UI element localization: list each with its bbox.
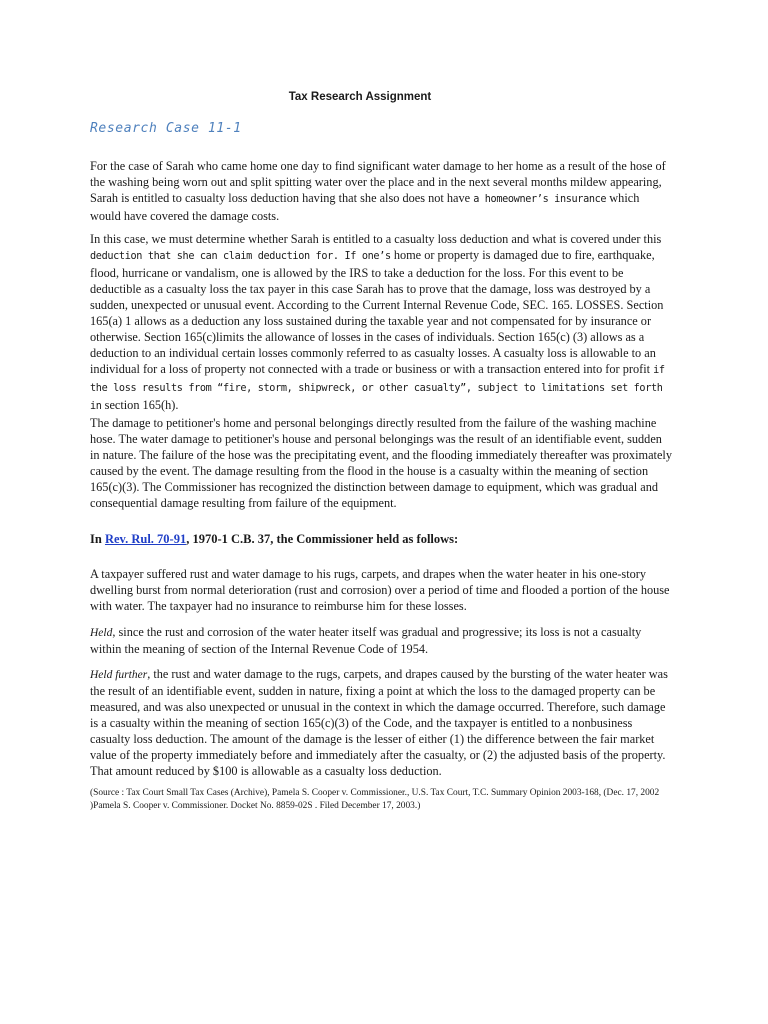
casualty-quote-phrase: if the loss results from “fire, storm, shipwreck, or other casualty”, subject to limitations set forth in <box>90 365 665 412</box>
analysis-text-end: section 165(h). <box>101 398 179 412</box>
held-further-label: Held further <box>90 669 148 681</box>
source-citation: (Source : Tax Court Small Tax Cases (Archive), Pamela S. Cooper v. Commissioner., U.S. Tax Court, T.C. Summary Opinion 2003-168, (Dec. 17, 2002 )Pamela S. Cooper v. Commissioner. Docket No. 8859-02S . Filed December 17, 2003.) <box>90 788 660 811</box>
held-text: , since the rust and corrosion of the water heater itself was gradual and progressive; its loss is not a casualty within the meaning of section of the Internal Revenue Code of 1954. <box>90 625 642 656</box>
damage-paragraph: The damage to petitioner's home and personal belongings directly resulted from the failure of the washing machine hose. The water damage to petitioner's house and personal belongings was the result of an identifiable event, sudden in nature. The failure of the hose was the precipitating event, and the flooding immediately thereafter was proximately caused by the event. The damage resulting from the flood in the house is a casualty within the meaning of section 165(c)(3). The Commissioner has recognized the distinction between damage to equipment, which was gradual and consequential damage resulting from failure of the equipment. <box>90 416 672 510</box>
ruling-heading <box>90 531 672 547</box>
deduction-phrase: deduction that she can claim deduction for. If one’s <box>90 251 391 262</box>
rev-rul-link[interactable]: Rev. Rul. 70-91 <box>104 532 187 546</box>
intro-text: For the case of Sarah who came home one day to find significant water damage to her home as a result of the hose of the washing being worn out and split spitting water over the place and in the next several months mildew appearing, Sarah is entitled to casualty loss deduction having that she also does not have <box>90 159 666 205</box>
held-label: Held <box>90 627 113 639</box>
document-title: Tax Research Assignment <box>288 91 432 103</box>
case-heading: Research Case 11-1 <box>90 121 242 136</box>
held-paragraph <box>90 624 672 657</box>
facts-paragraph: A taxpayer suffered rust and water damage to his rugs, carpets, and drapes when the water heater in his one-story dwelling burst from normal deterioration (rust and corrosion) over a period of time and flooded a portion of the house with water. The taxpayer had no insurance to reimburse him for these losses. <box>90 567 670 613</box>
held-further-paragraph <box>90 666 672 779</box>
analysis-paragraph <box>90 231 672 415</box>
insurance-phrase: a homeowner’s insurance <box>473 194 607 205</box>
intro-paragraph <box>90 158 672 224</box>
held-further-text: , the rust and water damage to the rugs, carpets, and drapes caused by the bursting of the water heater was the result of an identifiable event, sudden in nature, fixing a point at which the loss to the damaged property can be measured, and was also unexpected or unusual in the context in which the damage occurred. Therefore, such damage is a casualty within the meaning of section 165(c)(3) of the Code, and the taxpayer is entitled to a nonbusiness casualty loss deduction. The amount of the damage is the lesser of either (1) the difference between the fair market value of the property immediately before and immediately after the casualty, or (2) the adjusted basis of the property. That amount reduced by $100 is allowable as a casualty loss deduction. <box>90 667 668 778</box>
intro-text-end: which would have covered the damage costs. <box>90 191 640 223</box>
analysis-text-middle: home or property is damaged due to fire, earthquake, flood, hurricane or vandalism, one is allowed by the IRS to take a deduction for the loss. For this event to be deductible as a casualty loss the tax payer in this case Sarah has to prove that the damage, loss was destroyed by a sudden, unexpected or unusual event. According to the Current Internal Revenue Code, SEC. 165. LOSSES. Section 165(a) 1 allows as a deduction any loss sustained during the taxable year and not compensated for by insurance or otherwise. Section 165(c)limits the allowance of losses in the cases of individuals. Section 165(c) (3) allows as a deduction to an individual certain losses commonly referred to as casualty losses. A casualty loss is allowable to an individual for a loss of property not connected with a trade or business or with a transaction entered into for profit <box>90 248 664 376</box>
analysis-text-start: In this case, we must determine whether Sarah is entitled to a casualty loss deduction and what is covered under this <box>90 232 662 246</box>
ruling-prefix: In <box>90 532 105 546</box>
ruling-suffix: , 1970-1 C.B. 37, the Commissioner held as follows: <box>186 532 459 546</box>
